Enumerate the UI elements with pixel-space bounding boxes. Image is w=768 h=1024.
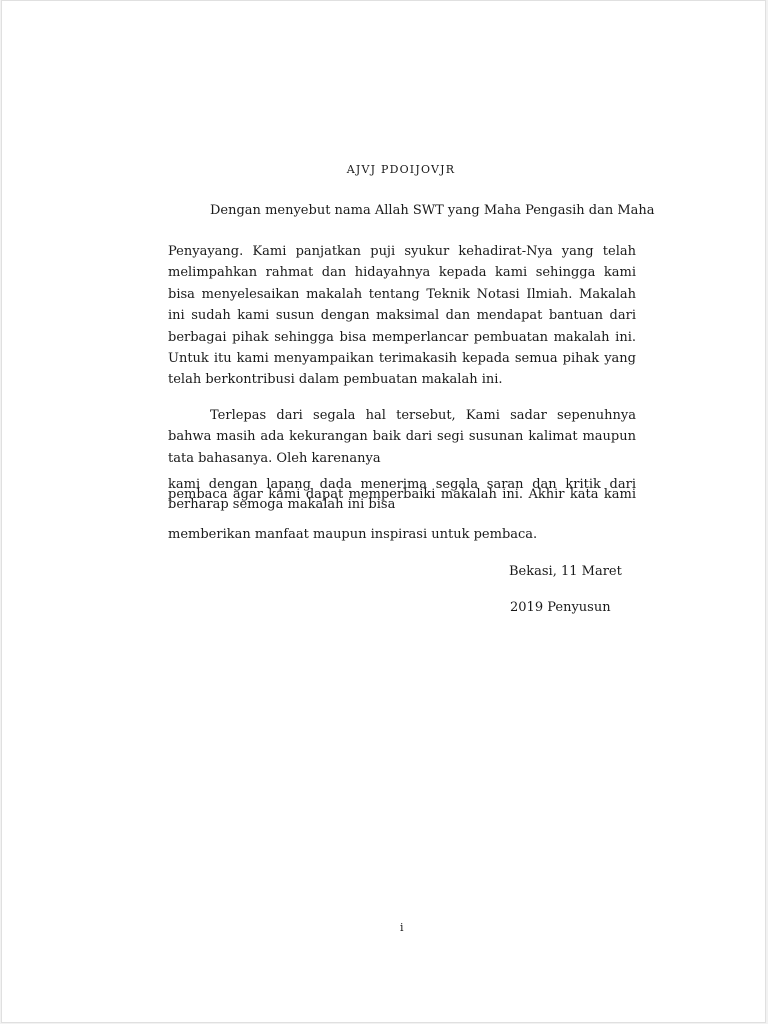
- paragraph-shortcomings: Terlepas dari segala hal tersebut, Kami sadar sepenuhnya bahwa masih ada kekurangan baik dari segi susunan kalimat maupun tata bahasanya. Oleh karenanya: [168, 408, 636, 466]
- paragraph-opening-body: Penyayang. Kami panjatkan puji syukur kehadirat-Nya yang telah melimpahkan rahmat dan hidayahnya kepada kami sehingga kami bisa menyelesaikan makalah tentang Teknik Notasi Ilmiah. Makalah ini sudah kami susun dengan maksimal dan mendapat bantuan dari berbagai pihak sehingga bisa memperlancar pembuatan makalah ini. Untuk itu kami menyampaikan terimakasih kepada semua pihak yang telah berkontribusi dalam pembuatan makalah ini.: [168, 244, 636, 388]
- paragraph-feedback: kami dengan lapang dada menerima segala saran dan kritik dari pembaca agar kami dapat memperbaiki makalah ini. Akhir kata kami berharap semoga makalah ini bisa: [168, 477, 636, 512]
- signature-author: 2019 Penyusun: [510, 600, 611, 615]
- page-number: i: [400, 921, 404, 934]
- place-date: Bekasi, 11 Maret: [509, 564, 622, 579]
- page-heading: AJVJ PDOIJOVJR: [346, 163, 456, 176]
- document-page: [1, 0, 766, 1023]
- paragraph-closing: memberikan manfaat maupun inspirasi untuk pembaca.: [168, 527, 538, 542]
- paragraph-opening-line: Dengan menyebut nama Allah SWT yang Maha Pengasih dan Maha: [210, 203, 655, 218]
